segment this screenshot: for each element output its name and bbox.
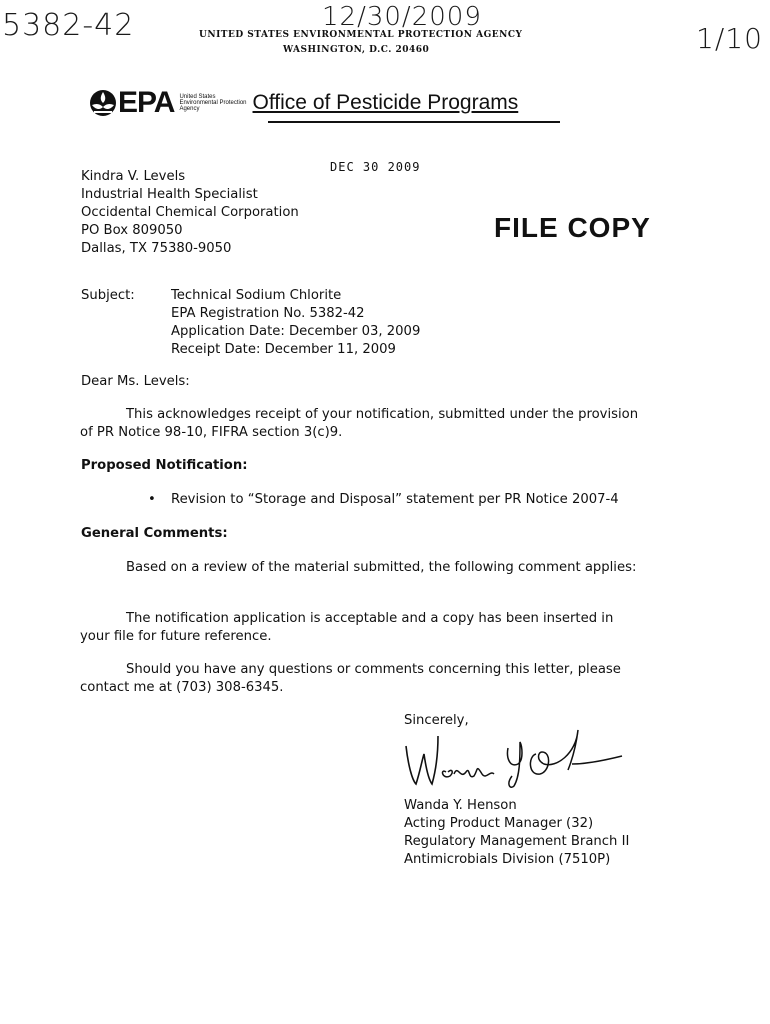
handwritten-date: 12/30/2009 <box>322 2 482 32</box>
subject-line: Application Date: December 03, 2009 <box>171 324 421 339</box>
salutation: Dear Ms. Levels: <box>81 374 190 389</box>
agency-name-block <box>179 94 246 112</box>
recipient-city: Dallas, TX 75380-9050 <box>81 241 232 256</box>
subject-line: Receipt Date: December 11, 2009 <box>171 342 396 357</box>
epa-flower-icon <box>88 88 118 118</box>
office-title: Office of Pesticide Programs <box>252 91 519 114</box>
recipient-title: Industrial Health Specialist <box>81 187 258 202</box>
agency-header-line: UNITED STATES ENVIRONMENTAL PROTECTION AGENCY <box>199 30 523 40</box>
recipient-po-box: PO Box 809050 <box>81 223 183 238</box>
valediction: Sincerely, <box>404 713 469 728</box>
recipient-address <box>81 168 299 258</box>
general-comment-paragraph: Based on a review of the material submitted, the following comment applies: <box>126 560 637 575</box>
signer-name: Wanda Y. Henson <box>404 798 517 813</box>
signer-division: Antimicrobials Division (7510P) <box>404 852 611 867</box>
intro-paragraph: This acknowledges receipt of your notification, submitted under the provision of PR Notice 98-10, FIFRA section 3(c)9. <box>80 407 639 440</box>
epa-wordmark: EPA <box>118 86 175 119</box>
agency-city-line: WASHINGTON, D.C. 20460 <box>283 45 430 55</box>
recipient-company: Occidental Chemical Corporation <box>81 205 299 220</box>
file-copy-stamp: FILE COPY <box>494 212 651 243</box>
subject-line: Technical Sodium Chlorite <box>171 288 342 303</box>
handwritten-signature <box>396 724 636 792</box>
general-comment-paragraph: Should you have any questions or comments concerning this letter, please contact me at (703) 308-6345. <box>80 662 621 695</box>
recipient-name: Kindra V. Levels <box>81 169 186 184</box>
signer-title: Acting Product Manager (32) <box>404 816 594 831</box>
subject-label: Subject: <box>81 288 135 303</box>
letterhead-rule <box>268 121 560 123</box>
agency-name-line: Environmental Protection <box>179 100 247 106</box>
proposed-item-text: Revision to “Storage and Disposal” statement per PR Notice 2007-4 <box>171 492 619 507</box>
signature-block <box>404 797 629 869</box>
subject-line: EPA Registration No. 5382-42 <box>171 306 365 321</box>
date-received-stamp: DEC 30 2009 <box>330 160 421 174</box>
handwritten-reg-number: 5382-42 <box>2 8 135 43</box>
subject-lines <box>171 287 420 359</box>
epa-letterhead <box>88 86 518 120</box>
proposed-notification-heading: Proposed Notification: <box>81 458 248 473</box>
general-comment-paragraph: The notification application is acceptable and a copy has been inserted in your file for future reference. <box>80 611 614 644</box>
handwritten-page-number: 1/10 <box>696 22 763 55</box>
proposed-item <box>148 491 619 509</box>
general-comments-heading: General Comments: <box>81 526 228 541</box>
signer-branch: Regulatory Management Branch II <box>404 834 630 849</box>
agency-name-line: United States <box>179 94 216 100</box>
bullet-icon: • <box>148 492 156 507</box>
agency-name-line: Agency <box>179 106 200 112</box>
